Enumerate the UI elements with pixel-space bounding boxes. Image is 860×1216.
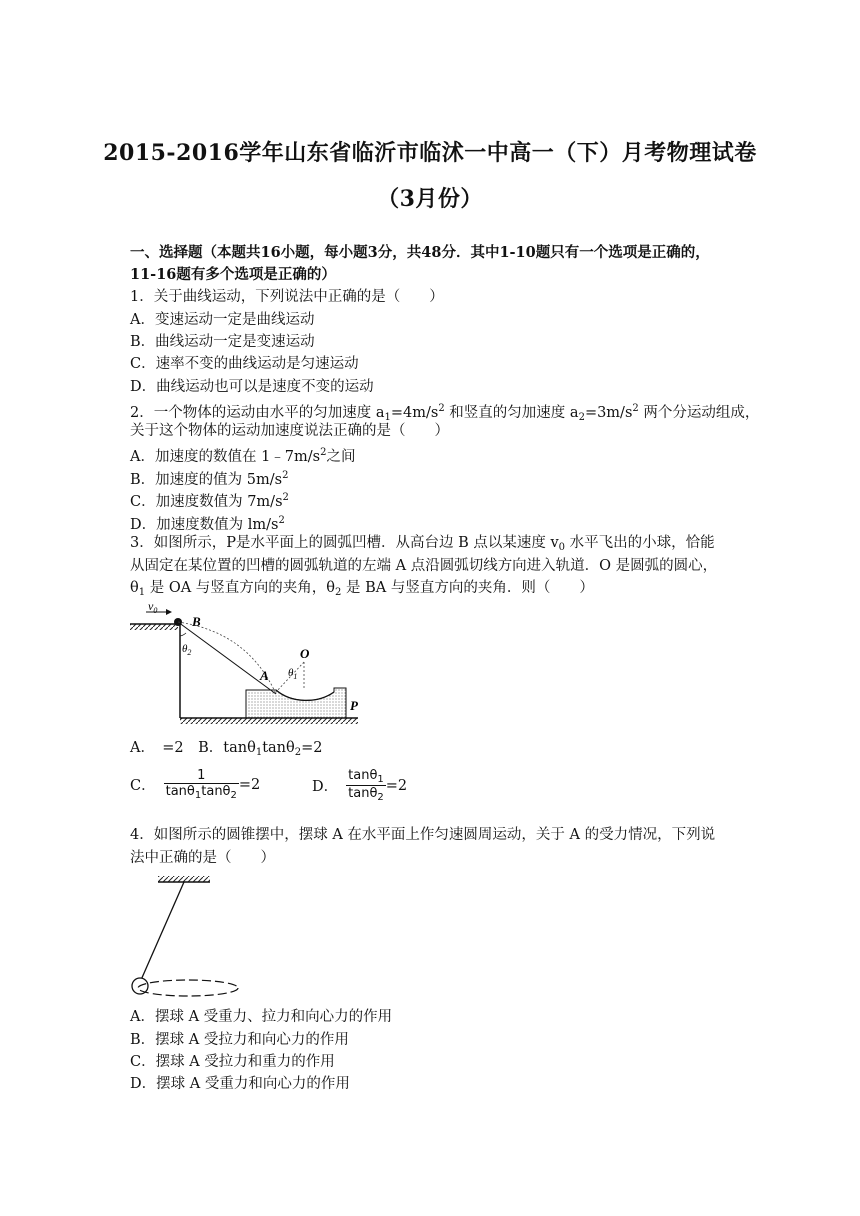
q2-option-a-end: 之间 <box>326 449 356 465</box>
q3-sub: 1 <box>377 774 384 785</box>
q3-label-theta2: $\theta_2$ <box>182 643 192 657</box>
q2-option-a-text: A．加速度的数值在 1﹣7m/s <box>130 449 321 465</box>
q2-option-d-text: D．加速度数值为 lm/s <box>130 517 279 533</box>
q3-stem-cont: 从固定在某位置的凹槽的圆弧轨道的左端 A 点沿圆弧切线方向进入轨道．O 是圆弧的圆心， <box>130 558 718 574</box>
q4-option-d: D．摆球 A 受重力和向心力的作用 <box>130 1076 350 1092</box>
document-title: 2015-2016学年山东省临沂市临沭一中高一（下）月考物理试卷 <box>103 140 757 166</box>
q3-label-o: O <box>300 646 310 661</box>
q3-option-d-fraction <box>346 768 386 803</box>
q3-den-part: tanθ <box>201 784 231 799</box>
q3-option-d-denominator <box>346 785 386 803</box>
q1-option-a: A．变速运动一定是曲线运动 <box>130 312 315 328</box>
q3-stem-part: 是 BA 与竖直方向的夹角．则（ ） <box>341 580 594 596</box>
q3-option-c <box>130 768 260 801</box>
q3-stem-cont2 <box>130 578 594 603</box>
q3-option-b-part: B．tanθ <box>198 740 256 756</box>
q3-label-v0: $v_0$ <box>148 602 158 615</box>
q4-option-b: B．摆球 A 受拉力和向心力的作用 <box>130 1032 349 1048</box>
q2-sup: 2 <box>320 447 327 458</box>
q2-sub: 2 <box>578 412 585 423</box>
q1-option-b: B．曲线运动一定是变速运动 <box>130 334 315 350</box>
q3-stem-part: θ <box>130 580 139 596</box>
q3-option-d <box>312 768 407 803</box>
q3-sub: 1 <box>194 790 202 801</box>
q3-sub: 1 <box>255 747 263 758</box>
q3-option-c-suffix: =2 <box>238 776 261 793</box>
q3-sub: 2 <box>377 792 384 803</box>
q1-option-d: D．曲线运动也可以是速度不变的运动 <box>130 379 374 395</box>
q3-label-p: P <box>350 698 358 713</box>
q3-stem-part: 水平飞出的小球，恰能 <box>565 535 715 551</box>
q2-stem-part: 两个分运动组成， <box>638 405 760 421</box>
q3-stem-part: 3．如图所示，P是水平面上的圆弧凹槽．从高台边 B 点以某速度 v <box>130 535 559 551</box>
q2-sup: 2 <box>278 515 285 526</box>
q3-label-theta1: $\theta_1$ <box>288 667 298 681</box>
q2-sup: 2 <box>438 403 445 414</box>
q2-option-a <box>130 443 355 467</box>
q3-options-ab <box>130 738 322 763</box>
q4-stem: 4．如图所示的圆锥摆中，摆球 A 在水平面上作匀速圆周运动，关于 A 的受力情况，下列说 <box>130 827 716 843</box>
q3-option-d-suffix: =2 <box>385 777 408 794</box>
q3-den-part: tanθ <box>165 784 195 799</box>
q3-sub: 0 <box>558 542 566 553</box>
q2-sub: 1 <box>384 412 391 423</box>
document-subtitle: （3月份） <box>377 186 483 212</box>
q2-option-b <box>130 466 288 490</box>
q3-label-b: B <box>192 614 201 629</box>
q3-option-c-denominator <box>164 783 239 801</box>
q2-sup: 2 <box>282 470 289 481</box>
q3-option-a: A． =2 <box>130 740 184 756</box>
q2-option-c <box>130 488 289 512</box>
q3-option-c-numerator: 1 <box>197 768 206 783</box>
q3-den-part: tanθ <box>348 786 378 801</box>
q2-option-d <box>130 511 285 535</box>
q3-option-d-prefix: D． <box>312 779 339 795</box>
q4-option-a: A．摆球 A 受重力、拉力和向心力的作用 <box>130 1009 393 1025</box>
q4-stem-cont: 法中正确的是（ ） <box>130 850 275 866</box>
q2-stem-part: 2．一个物体的运动由水平的匀加速度 a <box>130 405 385 421</box>
section-heading: 一、选择题（本题共16小题，每小题3分，共48分．其中1-10题只有一个选项是正确的， <box>130 244 710 261</box>
q3-sub: 2 <box>230 790 237 801</box>
q2-sup: 2 <box>282 492 289 503</box>
q3-option-b-part: tanθ <box>262 740 295 756</box>
q2-option-b-text: B．加速度的值为 5m/s <box>130 472 283 488</box>
q3-figure-arc-groove <box>128 602 368 730</box>
q4-figure-conical-pendulum <box>128 872 244 1000</box>
q1-stem: 1．关于曲线运动，下列说法中正确的是（ ） <box>130 289 444 305</box>
q3-option-b-part: =2 <box>301 740 323 756</box>
q2-option-c-text: C．加速度数值为 7m/s <box>130 494 283 510</box>
q3-option-d-numerator <box>346 768 386 785</box>
q3-sub: 2 <box>294 747 302 758</box>
q3-option-c-prefix: C． <box>130 778 156 794</box>
q3-num-part: tanθ <box>348 768 378 783</box>
q3-label-a: A <box>260 668 269 683</box>
q2-sup: 2 <box>632 403 639 414</box>
q3-option-c-fraction <box>164 768 239 801</box>
q3-sub: 1 <box>138 587 146 598</box>
q2-stem-cont: 关于这个物体的运动加速度说法正确的是（ ） <box>130 423 449 439</box>
q2-stem-part: =4m/s <box>390 405 439 421</box>
q3-sub: 2 <box>335 587 342 598</box>
q2-stem-part: 和竖直的匀加速度 a <box>444 405 579 421</box>
q1-option-c: C．速率不变的曲线运动是匀速运动 <box>130 356 359 372</box>
q3-stem <box>130 533 715 558</box>
q3-stem-part: 是 OA 与竖直方向的夹角，θ <box>145 580 336 596</box>
q2-stem-part: =3m/s <box>584 405 633 421</box>
section-heading-cont: 11-16题有多个选项是正确的） <box>130 266 336 283</box>
q4-option-c: C．摆球 A 受拉力和重力的作用 <box>130 1054 335 1070</box>
